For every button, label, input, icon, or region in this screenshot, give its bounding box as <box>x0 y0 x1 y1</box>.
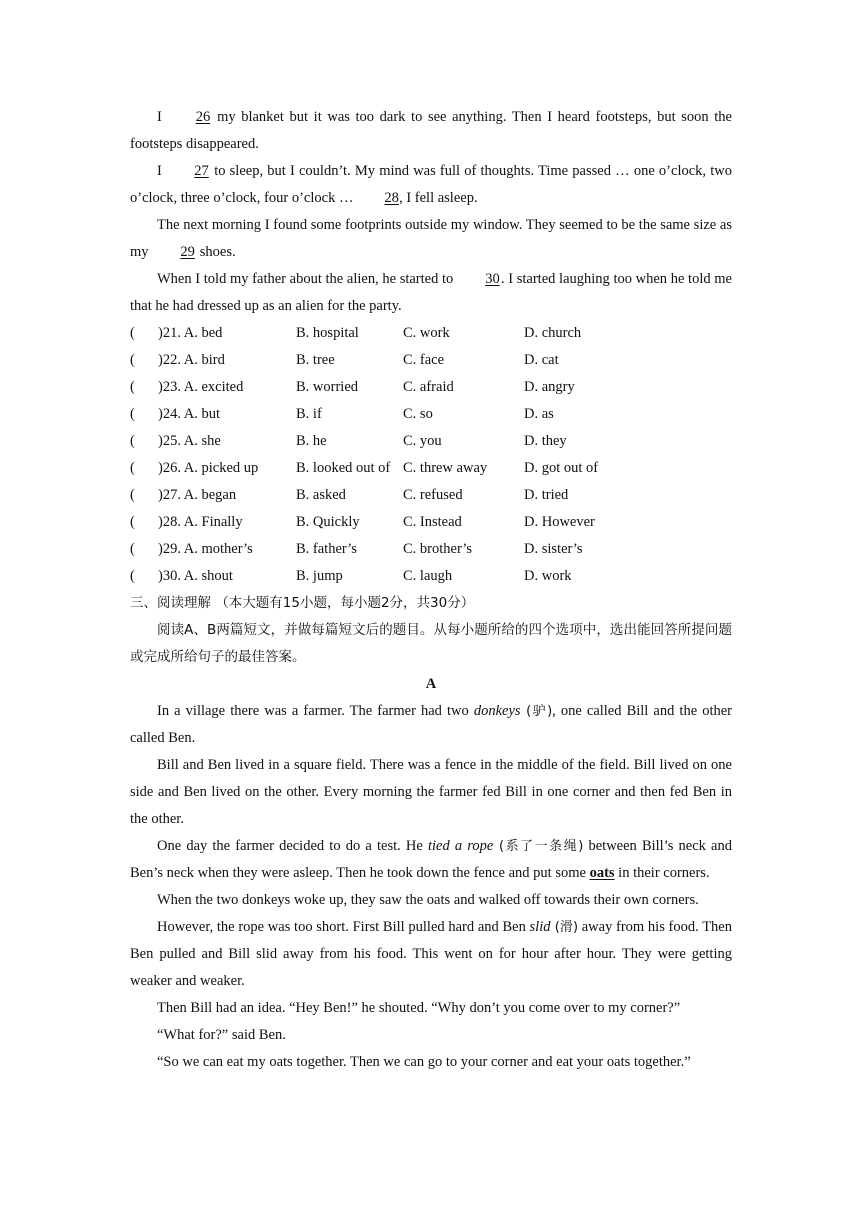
gloss: (滑) <box>550 920 579 935</box>
passage-paragraph: “What for?” said Ben. <box>157 1027 286 1043</box>
answer-paren: ( <box>130 514 135 530</box>
answer-paren: ( <box>130 460 135 476</box>
passage-paragraph: When the two donkeys woke up, they saw the oats and walked off towards their own corners. <box>157 892 699 908</box>
option-a: )21. A. bed <box>158 325 223 341</box>
gloss: (系了一条绳) <box>493 839 584 854</box>
option-b: B. if <box>296 406 322 422</box>
passage-paragraph <box>130 914 732 995</box>
option-c: C. threw away <box>403 460 488 476</box>
option-c: C. work <box>403 325 450 341</box>
option-a: )30. A. shout <box>158 568 233 584</box>
answer-paren: ( <box>130 568 135 584</box>
text: my blanket but it was too dark to see anything. Then I heard footsteps, but soon the footsteps disappeared. <box>130 109 732 152</box>
text: One day the farmer decided to do a test. He <box>157 838 428 854</box>
section-instruction: 阅读A、B两篇短文，并做每篇短文后的题目。从每小题所给的四个选项中，选出能回答所提问题或完成所给句子的最佳答案。 <box>130 622 732 665</box>
text: to sleep, but I couldn’t. My mind was full of thoughts. Time passed … one o’clock, two o’clock, three o’clock, four o’clock … <box>130 163 732 206</box>
option-a: )27. A. began <box>158 487 237 503</box>
italic-term: tied a rope <box>427 838 494 854</box>
option-row <box>130 536 732 563</box>
option-c: C. brother’s <box>403 541 473 557</box>
option-d: D. cat <box>524 352 559 368</box>
paragraph-26 <box>130 104 732 158</box>
option-row <box>130 563 732 590</box>
option-row <box>130 320 732 347</box>
text: However, the rope was too short. First Bill pulled hard and Ben <box>157 919 530 935</box>
option-row <box>130 509 732 536</box>
answer-paren: ( <box>130 433 135 449</box>
option-d: D. angry <box>524 379 575 395</box>
option-c: C. you <box>403 433 442 449</box>
option-b: B. he <box>296 433 327 449</box>
option-a: )25. A. she <box>158 433 221 449</box>
option-c: C. so <box>403 406 433 422</box>
text: When I told my father about the alien, he started to <box>157 271 457 287</box>
option-c: C. laugh <box>403 568 453 584</box>
option-a: )26. A. picked up <box>158 460 259 476</box>
option-d: D. work <box>524 568 572 584</box>
option-b: B. tree <box>296 352 335 368</box>
option-a: )22. A. bird <box>158 352 225 368</box>
option-c: C. face <box>403 352 445 368</box>
option-d: D. church <box>524 325 582 341</box>
option-c: C. refused <box>403 487 463 503</box>
section-heading: 三、阅读理解 （本大题有15小题，每小题2分，共30分） <box>130 595 475 611</box>
answer-paren: ( <box>130 325 135 341</box>
text: . I started laughing too when he told me that he had dressed up as an alien for the party. <box>130 271 732 314</box>
passage-title: A <box>425 676 437 692</box>
underlined-word: oats <box>589 865 615 881</box>
option-row <box>130 347 732 374</box>
option-a: )29. A. mother’s <box>158 541 253 557</box>
option-b: B. father’s <box>296 541 357 557</box>
blank-30: 30 <box>485 271 500 287</box>
blank-29: 29 <box>180 244 195 260</box>
paragraph-29 <box>130 212 732 266</box>
text: between Bill’s neck and Ben’s neck when they were asleep. Then he took down the fence and put some <box>130 838 732 881</box>
passage-paragraph: Then Bill had an idea. “Hey Ben!” he shouted. “Why don’t you come over to my corner?” <box>157 1000 681 1016</box>
option-d: D. tried <box>524 487 569 503</box>
option-row <box>130 374 732 401</box>
text: in their corners. <box>614 865 710 881</box>
answer-paren: ( <box>130 541 135 557</box>
option-a: )28. A. Finally <box>158 514 243 530</box>
passage-paragraph <box>130 833 732 887</box>
option-row <box>130 455 732 482</box>
option-b: B. jump <box>296 568 343 584</box>
option-d: D. as <box>524 406 554 422</box>
italic-term: slid <box>529 919 551 935</box>
gloss: (驴) <box>520 704 553 719</box>
passage-paragraph: Bill and Ben lived in a square field. There was a fence in the middle of the field. Bill lived on one side and Ben lived on the other. Every morning the farmer fed Bill in one corner and then fed Ben in the other. <box>130 757 732 827</box>
text: away from his food. Then Ben pulled and Bill slid away from his food. This went on for hour after hour. They were getting weaker and weaker. <box>130 919 732 989</box>
text: , one called Bill and the other called Ben. <box>130 703 732 746</box>
blank-28: 28 <box>384 190 399 206</box>
option-c: C. afraid <box>403 379 454 395</box>
blank-26: 26 <box>195 109 211 125</box>
option-d: D. got out of <box>524 460 599 476</box>
text: , I fell asleep. <box>399 190 478 206</box>
answer-paren: ( <box>130 487 135 503</box>
option-c: C. Instead <box>403 514 462 530</box>
text: I <box>157 163 167 179</box>
passage-paragraph: “So we can eat my oats together. Then we can go to your corner and eat your oats together.” <box>157 1054 691 1070</box>
paragraph-27 <box>130 158 732 212</box>
document-page <box>130 104 732 1076</box>
option-b: B. looked out of <box>296 460 391 476</box>
option-row <box>130 482 732 509</box>
options-list <box>130 320 732 590</box>
option-a: )23. A. excited <box>158 379 244 395</box>
option-b: B. Quickly <box>296 514 360 530</box>
option-b: B. asked <box>296 487 346 503</box>
paragraph-30 <box>130 266 732 320</box>
passage-paragraph <box>130 698 732 752</box>
option-d: D. sister’s <box>524 541 583 557</box>
italic-term: donkeys <box>473 703 521 719</box>
option-a: )24. A. but <box>158 406 221 422</box>
answer-paren: ( <box>130 406 135 422</box>
option-row <box>130 401 732 428</box>
text: I <box>157 109 168 125</box>
blank-27: 27 <box>194 163 209 179</box>
answer-paren: ( <box>130 379 135 395</box>
option-d: D. they <box>524 433 567 449</box>
text: The next morning I found some footprints outside my window. They seemed to be the same size as my <box>130 217 732 260</box>
answer-paren: ( <box>130 352 135 368</box>
option-b: B. hospital <box>296 325 359 341</box>
option-b: B. worried <box>296 379 359 395</box>
text: In a village there was a farmer. The farmer had two <box>157 703 474 719</box>
text: shoes. <box>196 244 236 260</box>
option-row <box>130 428 732 455</box>
option-d: D. However <box>524 514 595 530</box>
